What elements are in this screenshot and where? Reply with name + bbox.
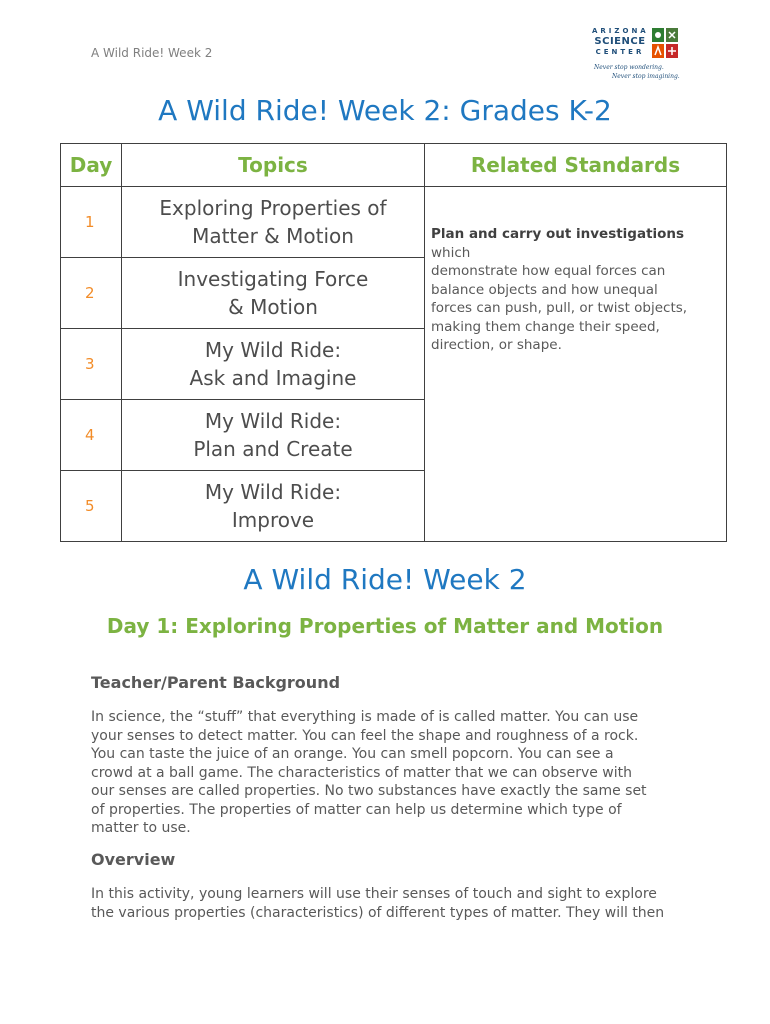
day-number: 3 xyxy=(61,329,122,400)
topic-cell xyxy=(122,400,425,471)
header-topics: Topics xyxy=(122,144,425,187)
paragraph-line: our senses are called properties. No two substances have exactly the same set xyxy=(91,783,647,799)
table-row xyxy=(61,187,727,258)
paragraph-line: matter to use. xyxy=(91,820,191,836)
background-heading: Teacher/Parent Background xyxy=(91,673,341,692)
overview-paragraph xyxy=(91,885,691,922)
topic-cell xyxy=(122,187,425,258)
paragraph-line: In science, the “stuff” that everything is made of is called matter. You can use xyxy=(91,709,639,725)
background-paragraph xyxy=(91,708,691,838)
standards-text xyxy=(431,225,720,355)
paragraph-line: your senses to detect matter. You can feel the shape and roughness of a rock. xyxy=(91,727,639,744)
overview-heading: Overview xyxy=(91,850,176,869)
section-title: A Wild Ride! Week 2 xyxy=(243,563,527,596)
topic-line: Matter & Motion xyxy=(192,224,354,248)
paragraph-line: of properties. The properties of matter can help us determine which type of xyxy=(91,801,622,818)
standards-line: direction, or shape. xyxy=(431,337,562,353)
topic-line: Exploring Properties of xyxy=(159,196,387,220)
day-number: 5 xyxy=(61,471,122,542)
standards-line: forces can push, pull, or twist objects, xyxy=(431,300,688,316)
paragraph-line: crowd at a ball game. The characteristics of matter that we can observe with xyxy=(91,764,633,781)
logo-tagline-1: Never stop wondering. xyxy=(594,64,664,71)
topic-line: My Wild Ride: xyxy=(204,480,342,504)
topic-line: My Wild Ride: xyxy=(204,338,342,362)
standards-line: balance objects and how unequal xyxy=(431,281,658,298)
arizona-science-center-logo xyxy=(592,28,684,82)
topic-line: Improve xyxy=(231,508,315,532)
topic-line: My Wild Ride: xyxy=(204,409,342,433)
day-number: 2 xyxy=(61,258,122,329)
paragraph-line: In this activity, young learners will use their senses of touch and sight to explore xyxy=(91,886,657,902)
page-title: A Wild Ride! Week 2: Grades K-2 xyxy=(158,94,612,127)
day-number: 1 xyxy=(61,187,122,258)
logo-tagline-2: Never stop imagining. xyxy=(612,73,680,80)
standards-bold-text: Plan and carry out investigations xyxy=(431,226,685,242)
topic-line: Ask and Imagine xyxy=(189,366,357,390)
related-standards-cell xyxy=(425,187,727,542)
paragraph-line: the various properties (characteristics) of different types of matter. They will then xyxy=(91,904,665,921)
standards-line: making them change their speed, xyxy=(431,318,660,335)
topic-cell xyxy=(122,329,425,400)
logo-text-arizona: ARIZONA xyxy=(592,27,649,35)
standards-line: which xyxy=(431,244,471,261)
standards-line: demonstrate how equal forces can xyxy=(431,263,666,279)
logo-text-center: CENTER xyxy=(595,48,645,56)
topic-line: Plan and Create xyxy=(193,437,353,461)
topic-line: Investigating Force xyxy=(177,267,369,291)
header-day: Day xyxy=(61,144,122,187)
logo-text-science: SCIENCE xyxy=(594,36,646,47)
header-related-standards: Related Standards xyxy=(425,144,727,187)
topic-line: & Motion xyxy=(228,295,318,319)
paragraph-line: You can taste the juice of an orange. You can smell popcorn. You can see a xyxy=(91,746,614,762)
topic-cell xyxy=(122,471,425,542)
day-1-heading: Day 1: Exploring Properties of Matter and Motion xyxy=(106,614,664,638)
logo-mark-icon xyxy=(652,28,678,58)
topic-cell xyxy=(122,258,425,329)
day-number: 4 xyxy=(61,400,122,471)
table-header-row xyxy=(61,144,727,187)
page-header-title: A Wild Ride! Week 2 xyxy=(91,46,213,60)
weekly-schedule-table xyxy=(60,143,727,542)
